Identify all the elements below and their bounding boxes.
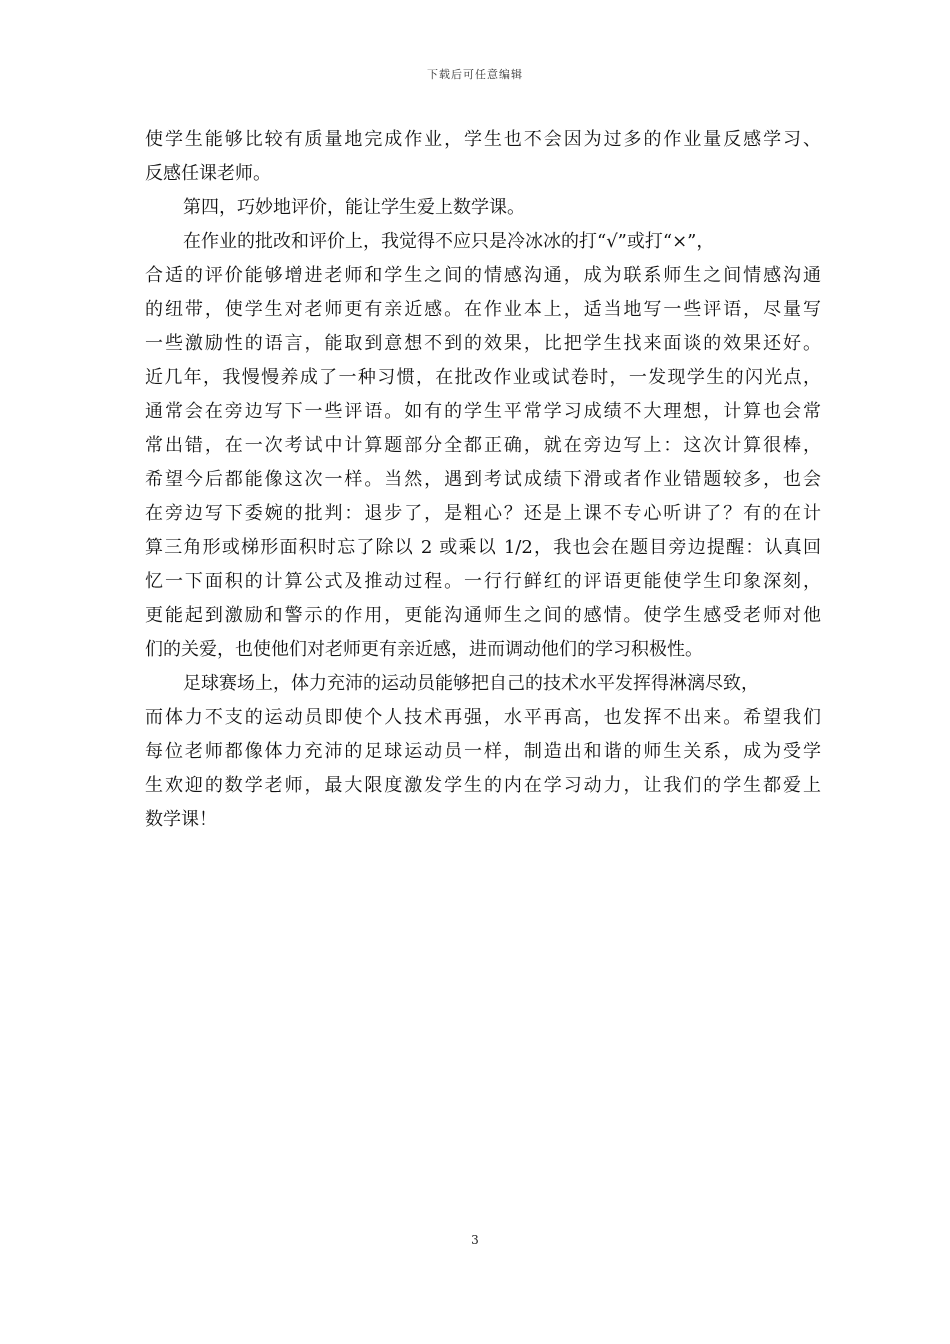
text-line: 算三角形或梯形面积时忘了除以 2 或乘以 1/2，我也会在题目旁边提醒：认真回 bbox=[145, 537, 821, 558]
text-line: 在作业的批改和评价上，我觉得不应只是冷冰冰的打“√”或打“×”， bbox=[183, 231, 715, 252]
text-line: 常出错，在一次考试中计算题部分全都正确，就在旁边写上：这次计算很棒， bbox=[145, 435, 821, 456]
text-line: 们的关爱，也使他们对老师更有亲近感，进而调动他们的学习积极性。 bbox=[145, 639, 703, 660]
text-line: 数学课！ bbox=[145, 809, 217, 830]
text-line: 反感任课老师。 bbox=[145, 163, 271, 184]
text-line: 忆一下面积的计算公式及推动过程。一行行鲜红的评语更能使学生印象深刻， bbox=[145, 571, 821, 592]
text-line: 每位老师都像体力充沛的足球运动员一样，制造出和谐的师生关系，成为受学 bbox=[145, 741, 821, 762]
text-line: 一些激励性的语言，能取到意想不到的效果，比把学生找来面谈的效果还好。 bbox=[145, 333, 821, 354]
text-line: 更能起到激励和警示的作用，更能沟通师生之间的感情。使学生感受老师对他 bbox=[145, 605, 821, 626]
text-line: 而体力不支的运动员即使个人技术再强，水平再高，也发挥不出来。希望我们 bbox=[145, 707, 821, 728]
section-heading: 第四，巧妙地评价，能让学生爱上数学课。 bbox=[183, 197, 525, 218]
text-line: 使学生能够比较有质量地完成作业，学生也不会因为过多的作业量反感学习、 bbox=[145, 129, 821, 150]
text-line: 在旁边写下委婉的批判：退步了，是粗心？还是上课不专心听讲了？有的在计 bbox=[145, 503, 821, 524]
text-line: 的纽带，使学生对老师更有亲近感。在作业本上，适当地写一些评语，尽量写 bbox=[145, 299, 821, 320]
document-body bbox=[145, 123, 821, 837]
text-line: 足球赛场上，体力充沛的运动员能够把自己的技术水平发挥得淋漓尽致， bbox=[183, 673, 759, 694]
text-line: 合适的评价能够增进老师和学生之间的情感沟通，成为联系师生之间情感沟通 bbox=[145, 265, 821, 286]
text-line: 近几年，我慢慢养成了一种习惯，在批改作业或试卷时，一发现学生的闪光点， bbox=[145, 367, 821, 388]
page-header: 下载后可任意编辑 bbox=[427, 68, 523, 81]
text-line: 生欢迎的数学老师，最大限度激发学生的内在学习动力，让我们的学生都爱上 bbox=[145, 775, 821, 796]
text-line: 通常会在旁边写下一些评语。如有的学生平常学习成绩不大理想，计算也会常 bbox=[145, 401, 821, 422]
page-number: 3 bbox=[471, 1233, 479, 1247]
text-line: 希望今后都能像这次一样。当然，遇到考试成绩下滑或者作业错题较多，也会 bbox=[145, 469, 821, 490]
